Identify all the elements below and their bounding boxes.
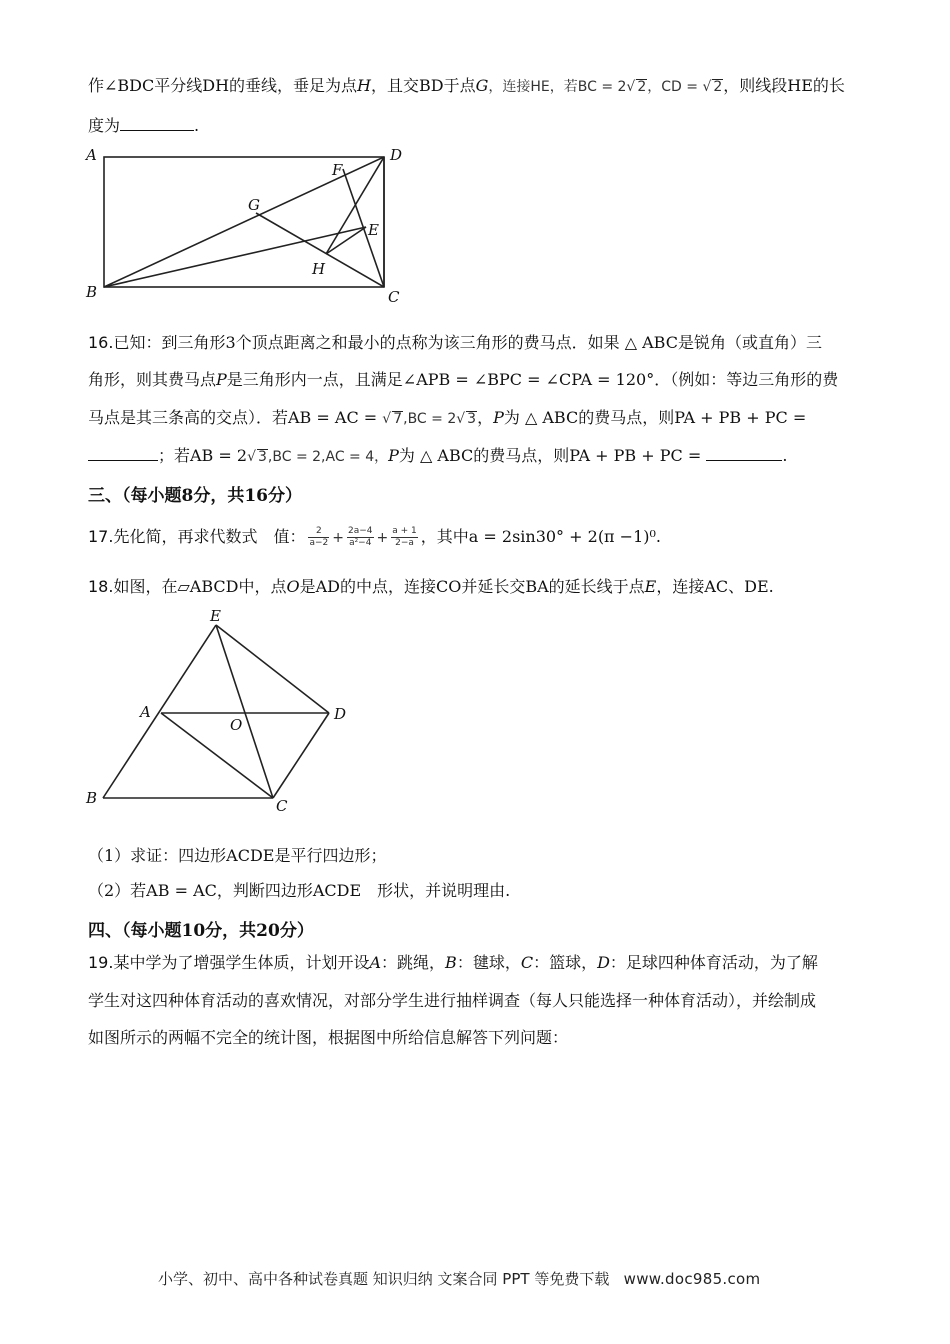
- fraction-denominator: a²−4: [349, 538, 372, 548]
- q16-text: ,BC = 2,AC = 4，: [267, 449, 389, 465]
- fraction-denominator: a−2: [309, 538, 329, 548]
- page-footer: [158, 1268, 760, 1289]
- q15-text: .: [194, 116, 200, 135]
- sqrt-radicand: 3: [467, 411, 477, 427]
- fraction: [308, 526, 329, 549]
- label-d: D: [334, 705, 347, 723]
- plus-sign: +: [332, 530, 344, 546]
- sqrt-radicand: 2: [637, 79, 647, 95]
- q19-line2: 学生对这四种体育活动的喜欢情况，对部分学生进行抽样调查（每人只能选择一种体育活动），并绘制成: [88, 991, 817, 1010]
- label-o: O: [230, 716, 243, 734]
- segment-ec: [216, 625, 273, 798]
- q18-text: 是AD的中点，连接CO并延长交BA的延长线于点: [299, 577, 645, 596]
- plus-sign: +: [376, 530, 389, 546]
- q18-part2: （2）若AB = AC，判断四边形ACDE 形状，并说明理由.: [88, 881, 511, 900]
- point-label: H: [357, 76, 371, 95]
- question-number: 19.: [88, 953, 114, 972]
- point-label: G: [475, 76, 489, 95]
- q16-text: 角形，则其费马点: [88, 370, 217, 389]
- q18-part1: （1）求证：四边形ACDE是平行四边形；: [88, 846, 387, 865]
- q15-line2: [88, 114, 199, 137]
- point-label: P: [493, 408, 504, 427]
- question-number: 17.: [88, 527, 114, 546]
- q15-text: 度为: [88, 116, 121, 135]
- q19-line1: [88, 952, 818, 974]
- label-e: E: [368, 221, 379, 239]
- answer-blank[interactable]: [88, 444, 158, 461]
- label-b: B: [86, 789, 98, 807]
- segment-ed: [216, 625, 329, 713]
- q16-line2: [88, 369, 838, 391]
- fraction-numerator: a + 1: [392, 526, 417, 536]
- q17-text: ，其中a = 2sin30° + 2(π −1)⁰.: [420, 527, 661, 546]
- fraction: [347, 526, 374, 549]
- point-label: E: [644, 577, 657, 596]
- q19-text: ：毽球，: [456, 953, 521, 972]
- label-c: C: [276, 797, 288, 815]
- q16-line3: 马点是其三条高的交点）．若AB = AC = √ 7,BC = 2√ 3，P为 △ ABC的费马点，则PA + PB + PC =: [88, 408, 807, 427]
- q16-text: ,BC = 2: [403, 411, 457, 427]
- option-label: A: [369, 953, 382, 972]
- point-label: P: [388, 446, 399, 465]
- q16-line4: ；若AB = 2√ 3,BC = 2,AC = 4，P为 △ ABC的费马点，则PA + PB + PC = .: [88, 444, 787, 468]
- segment-be: [104, 227, 366, 287]
- option-label: C: [520, 953, 534, 972]
- q15-text: ，CD =: [647, 79, 703, 95]
- label-g: G: [248, 196, 260, 214]
- q19-text: 某中学为了增强学生体质，计划开设: [113, 953, 370, 972]
- figure-parallelogram-abcd: [80, 603, 360, 818]
- q16-text: 为 △ ABC的费马点，则PA + PB + PC =: [503, 408, 807, 427]
- option-label: D: [597, 953, 610, 972]
- q15-text: ，则线段HE的长: [723, 76, 845, 95]
- segment-ac: [161, 713, 273, 798]
- fraction-numerator: 2: [308, 526, 329, 538]
- point-label: P: [216, 370, 227, 389]
- segment-be: [103, 625, 216, 798]
- label-a: A: [86, 146, 97, 164]
- q16-text: ，: [477, 408, 494, 427]
- label-d: D: [390, 146, 403, 164]
- sqrt-radicand: 3: [258, 449, 267, 465]
- q19-text: ：跳绳，: [381, 953, 446, 972]
- label-b: B: [86, 283, 98, 301]
- section-heading: 三、（每小题8分，共16分）: [88, 486, 302, 506]
- q15-text: ，连接HE，若BC = 2: [488, 79, 627, 95]
- label-h: H: [312, 260, 326, 278]
- fraction-numerator: 2a−4: [348, 526, 373, 536]
- q15-line1: 作∠BDC平分线DH的垂线，垂足为点H，且交BD于点G，连接HE，若BC = 2√ 2，CD = √ 2，则线段HE的长: [88, 76, 845, 95]
- q18-text: 如图，在▱ABCD中，点: [113, 577, 287, 596]
- fraction: [391, 526, 418, 549]
- label-e: E: [210, 607, 221, 625]
- footer-text: 小学、初中、高中各种试卷真题 知识归纳 文案合同 PPT 等免费下载: [158, 1270, 610, 1288]
- q15-text: ，且交BD于点: [370, 76, 476, 95]
- footer-link[interactable]: www.doc985.com: [623, 1270, 761, 1288]
- section-heading: 四、（每小题10分，共20分）: [88, 921, 314, 941]
- answer-blank[interactable]: [120, 114, 194, 131]
- label-c: C: [388, 288, 400, 305]
- sqrt-radicand: 2: [713, 79, 723, 95]
- fraction-denominator: 2−a: [395, 538, 414, 548]
- answer-blank[interactable]: [706, 444, 782, 461]
- question-number: 16.: [88, 333, 114, 352]
- q16-text: 已知：到三角形3个顶点距离之和最小的点称为该三角形的费马点．如果 △ ABC是锐角（或直角）三: [113, 333, 822, 352]
- q15-text: 作∠BDC平分线DH的垂线，垂足为点: [88, 76, 358, 95]
- q16-text: ；若AB = 2: [158, 446, 248, 465]
- q16-text: .: [782, 446, 788, 465]
- q18-text: ，连接AC、DE.: [656, 577, 774, 596]
- q19-text: ：足球四种体育活动，为了解: [609, 953, 818, 972]
- q17-line: [88, 522, 661, 553]
- sqrt-radicand: 7: [393, 411, 403, 427]
- option-label: B: [445, 953, 457, 972]
- segment-dc: [273, 713, 329, 798]
- q16-text: 马点是其三条高的交点）．若AB = AC =: [88, 408, 383, 427]
- q16-text: 是三角形内一点，且满足∠APB = ∠BPC = ∠CPA = 120°．（例如：等边三角形的费: [226, 370, 839, 389]
- label-a: A: [140, 703, 151, 721]
- q17-text: 先化简，再求代数式 值：: [113, 527, 306, 546]
- q16-text: 为 △ ABC的费马点，则PA + PB + PC =: [398, 446, 707, 465]
- q19-text: ：篮球，: [533, 953, 598, 972]
- q19-line3: 如图所示的两幅不完全的统计图，根据图中所给信息解答下列问题：: [88, 1028, 569, 1047]
- label-f: F: [332, 161, 343, 179]
- q18-line: [88, 576, 774, 598]
- question-number: 18.: [88, 577, 114, 596]
- figure-rectangle-abcd: [80, 140, 410, 305]
- q16-line1: [88, 332, 822, 354]
- point-label: O: [286, 577, 300, 596]
